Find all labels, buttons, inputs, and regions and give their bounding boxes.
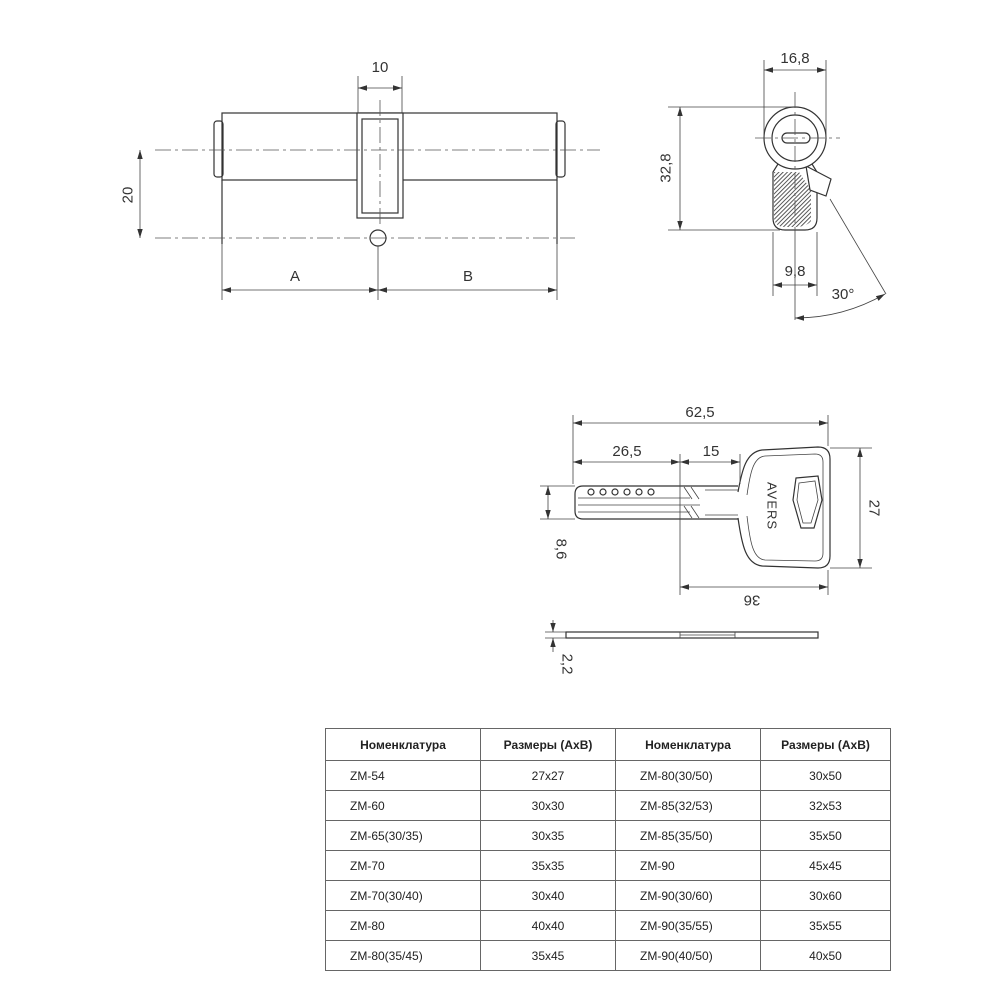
cell-dimensions: 35x45 — [481, 941, 616, 971]
size-table — [325, 728, 891, 971]
table-row — [326, 821, 891, 851]
dim-label-head-length: 36 — [743, 591, 761, 609]
table-row — [326, 761, 891, 791]
cell-dimensions: 30x50 — [761, 761, 891, 791]
key-plan-view — [540, 404, 883, 609]
key-side-view — [545, 620, 818, 674]
dim-label-angle: 30° — [831, 286, 855, 303]
cell-dimensions: 35x55 — [761, 911, 891, 941]
cell-nomenclature: ZM-80 — [326, 911, 481, 941]
cell-dimensions: 27x27 — [481, 761, 616, 791]
cell-dimensions: 32x53 — [761, 791, 891, 821]
cell-nomenclature: ZM-80(30/50) — [616, 761, 761, 791]
key-brand-logo: AVERS — [764, 481, 780, 531]
dim-label-blade-length: 26,5 — [612, 443, 642, 460]
blade-dimples — [588, 489, 654, 495]
column-header-dimensions-2: Размеры (АхВ) — [761, 729, 891, 761]
cell-dimensions: 30x30 — [481, 791, 616, 821]
cell-dimensions: 30x60 — [761, 881, 891, 911]
cell-dimensions: 40x50 — [761, 941, 891, 971]
blade-shoulder-cuts — [684, 487, 738, 518]
dim-label-a: A — [289, 268, 301, 285]
cell-nomenclature: ZM-90(35/55) — [616, 911, 761, 941]
dim-label-total-length: 62,5 — [685, 404, 715, 421]
cell-nomenclature: ZM-85(32/53) — [616, 791, 761, 821]
table-row — [326, 941, 891, 971]
dim-label-thickness: 2,2 — [558, 653, 576, 675]
cell-dimensions: 30x40 — [481, 881, 616, 911]
cell-dimensions: 35x35 — [481, 851, 616, 881]
cell-nomenclature: ZM-85(35/50) — [616, 821, 761, 851]
dim-label-profile-width: 16,8 — [780, 50, 810, 67]
dim-label-blade-height: 8,6 — [552, 538, 570, 560]
dim-label-cam-width: 10 — [371, 59, 389, 76]
table-row — [326, 911, 891, 941]
cell-dimensions: 45x45 — [761, 851, 891, 881]
column-header-dimensions: Размеры (АхВ) — [481, 729, 616, 761]
cell-nomenclature: ZM-90 — [616, 851, 761, 881]
cell-dimensions: 30x35 — [481, 821, 616, 851]
table-row — [326, 791, 891, 821]
cell-dimensions: 35x50 — [761, 821, 891, 851]
table-header-row — [326, 729, 891, 761]
dim-label-fin-width: 9,8 — [784, 263, 806, 280]
cell-nomenclature: ZM-70(30/40) — [326, 881, 481, 911]
cell-nomenclature: ZM-60 — [326, 791, 481, 821]
dim-label-profile-height: 32,8 — [657, 153, 675, 183]
cell-nomenclature: ZM-80(35/45) — [326, 941, 481, 971]
cell-nomenclature: ZM-65(30/35) — [326, 821, 481, 851]
cell-nomenclature: ZM-90(30/60) — [616, 881, 761, 911]
column-header-nomenclature-2: Номенклатура — [616, 729, 761, 761]
cell-nomenclature: ZM-90(40/50) — [616, 941, 761, 971]
table-row — [326, 851, 891, 881]
table-row — [326, 881, 891, 911]
dim-label-head-height: 27 — [865, 499, 883, 517]
dim-label-center-distance: 20 — [119, 186, 137, 204]
cell-nomenclature: ZM-70 — [326, 851, 481, 881]
cylinder-profile-view — [658, 50, 887, 320]
table-body — [326, 761, 891, 971]
angle-cam-line — [830, 199, 886, 294]
dim-label-shoulder: 15 — [702, 443, 720, 460]
key-head — [738, 447, 830, 568]
key-blade — [575, 486, 738, 519]
profile-hatched-section — [774, 172, 811, 227]
cell-nomenclature: ZM-54 — [326, 761, 481, 791]
cylinder-front-view — [120, 59, 601, 300]
cell-dimensions: 40x40 — [481, 911, 616, 941]
column-header-nomenclature: Номенклатура — [326, 729, 481, 761]
dim-label-b: B — [462, 268, 474, 285]
